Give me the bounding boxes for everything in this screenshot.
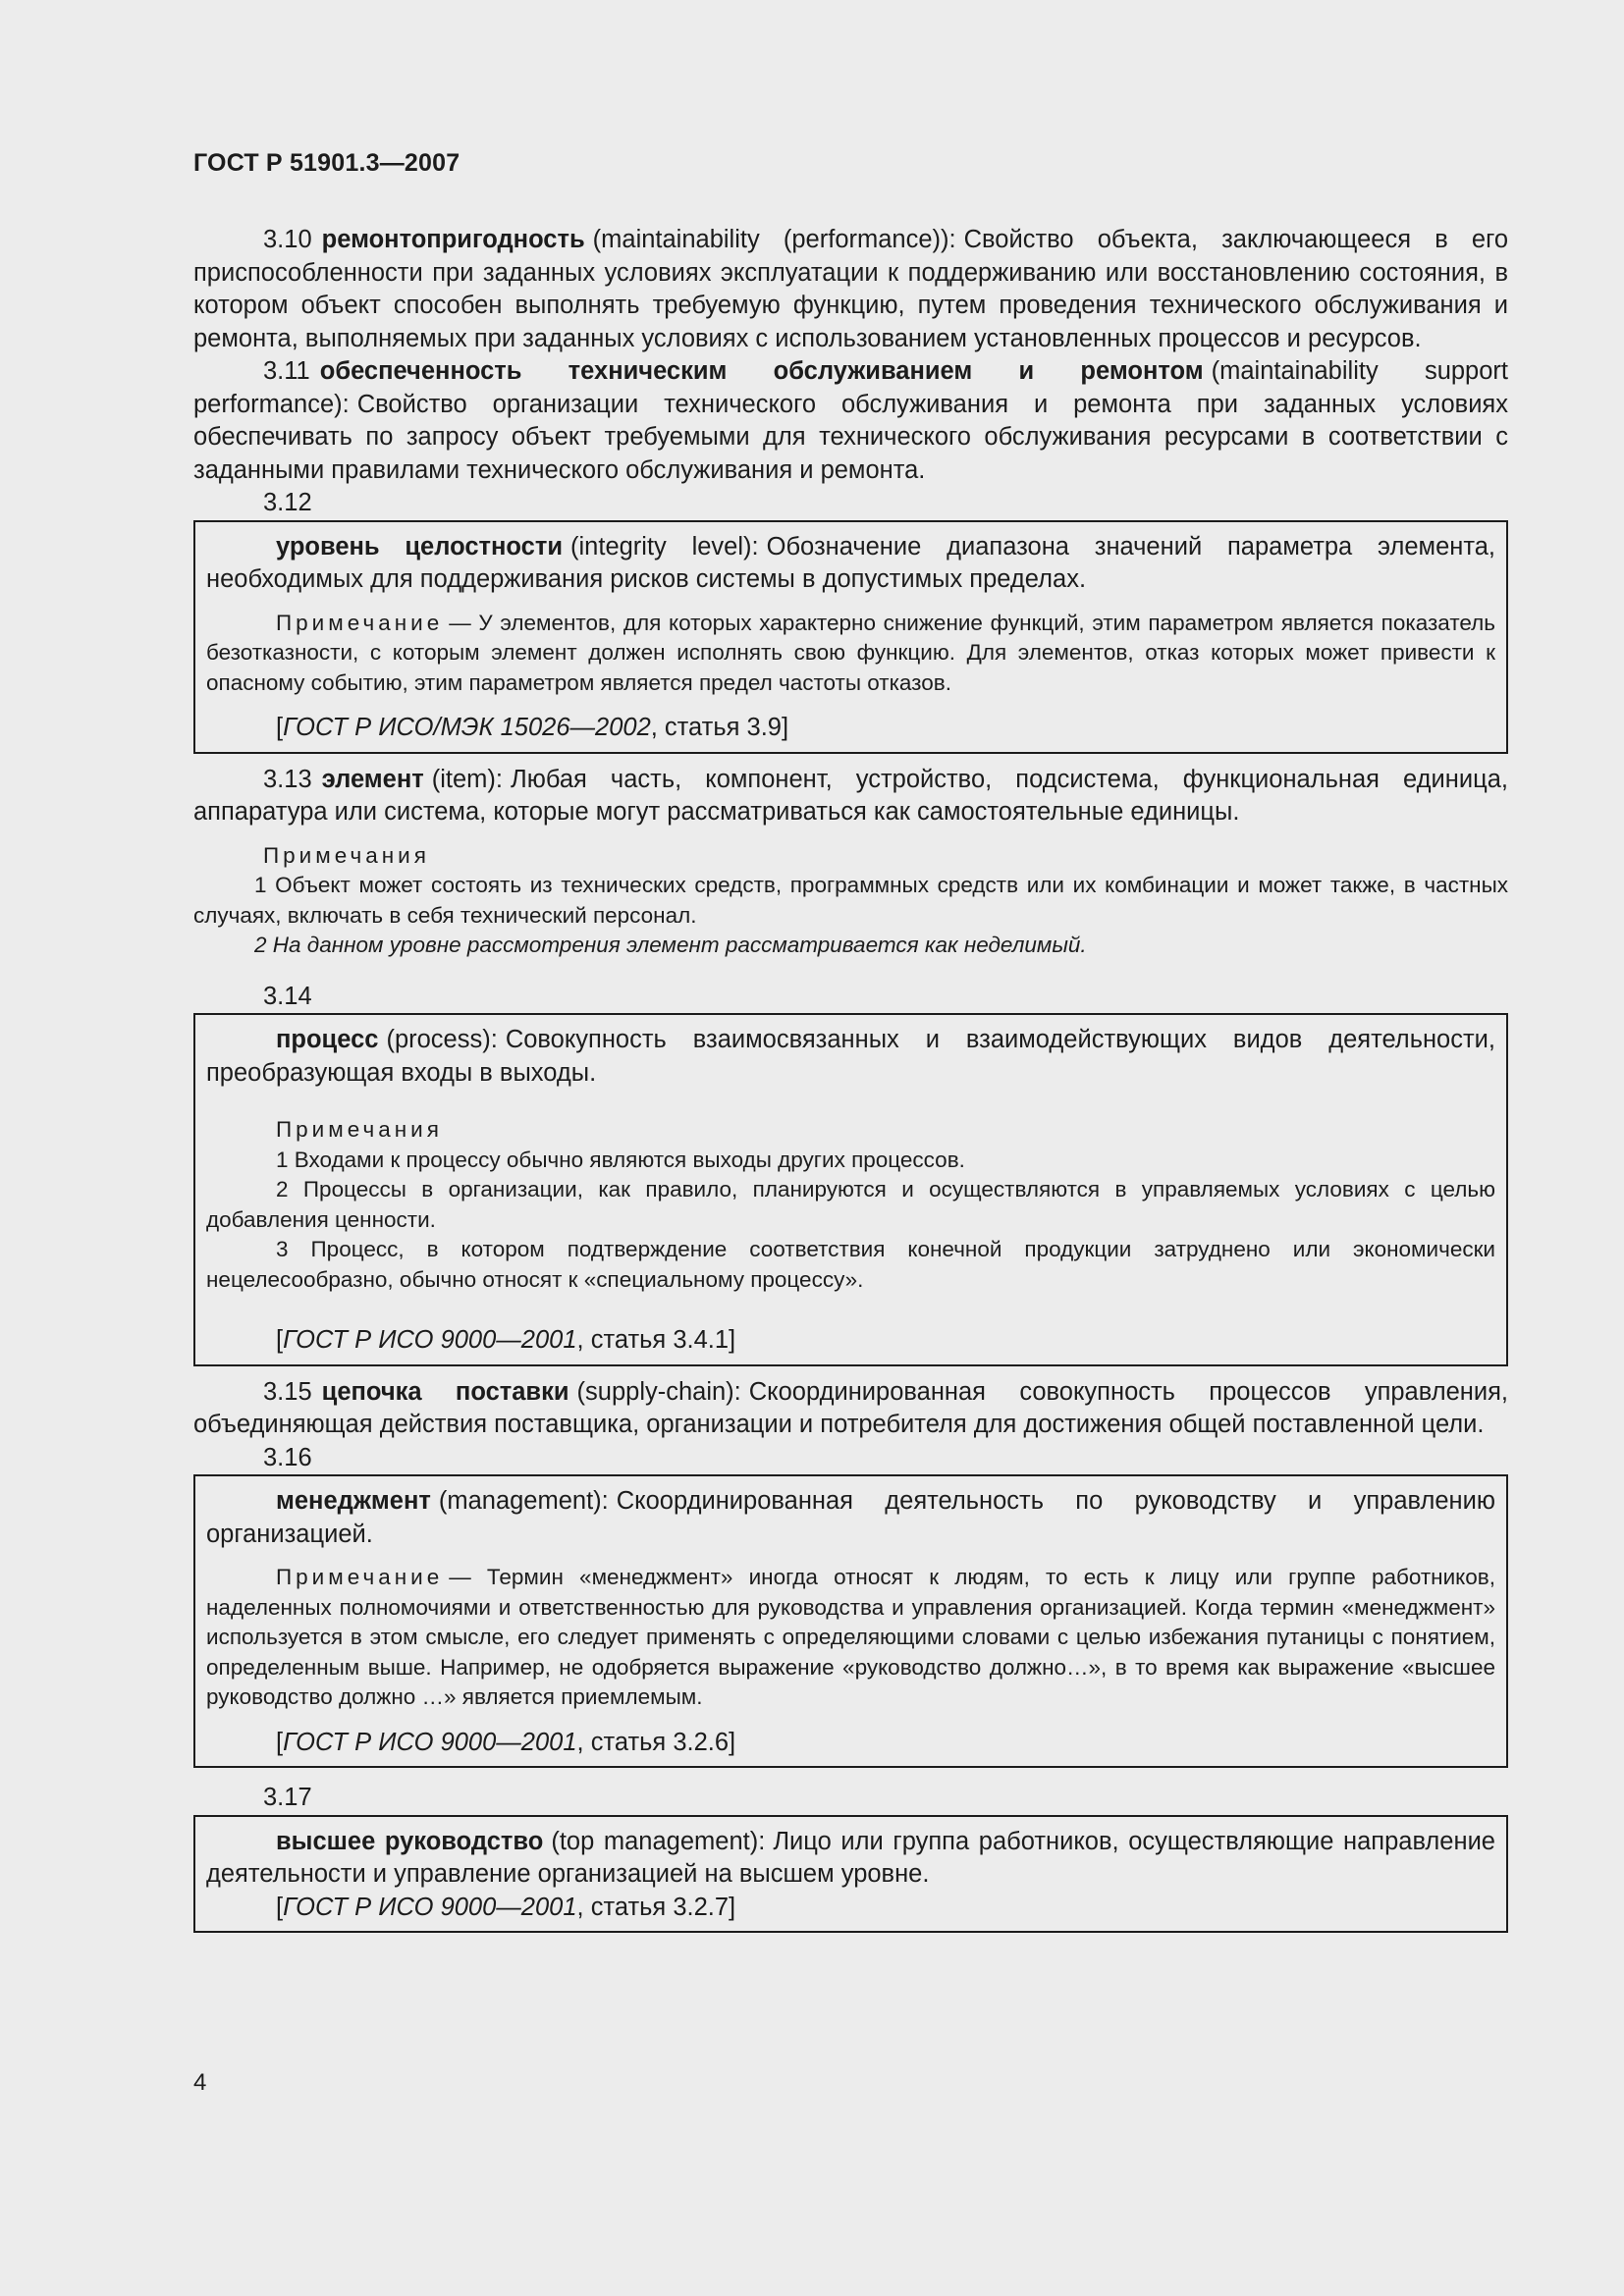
term-3-16 (206, 1485, 1495, 1551)
page-content (193, 224, 1508, 1933)
term-english: (process): (386, 1026, 498, 1053)
term-box-3-16 (193, 1474, 1508, 1768)
note-3-16 (206, 1563, 1495, 1713)
term-3-14 (206, 1024, 1495, 1090)
source-document: ГОСТ Р ИСО/МЭК 15026—2002 (283, 714, 651, 741)
term-english: (supply-chain): (576, 1377, 741, 1406)
term-definition: Скоординированная деятельность по руководству и управлению организацией. (206, 1487, 1495, 1548)
note-3-14-3: 3 Процесс, в котором подтверждение соответствия конечной продукции затруднено или экономически нецелесообразно, обычно относят к «специальному процессу». (206, 1237, 1495, 1292)
source-3-16: [ГОСТ Р ИСО 9000—2001, статья 3.2.6] (276, 1728, 736, 1756)
clause-number: 3.10 (263, 226, 312, 253)
source-article: , статья 3.4.1] (576, 1326, 736, 1354)
term-english: (item): (431, 765, 503, 793)
term-3-11 (193, 355, 1508, 487)
term-title: высшее руководство (276, 1827, 544, 1855)
term-definition: Скоординированная совокупность процессов управления, объединяющая действия поставщика, организации и потребителя для достижения общей поставленной цели. (193, 1377, 1508, 1438)
notes-label-3-13: Примечания (263, 842, 430, 868)
note-3-13-1: 1 Объект может состоять из технических средств, программных средств или их комбинации и может также, в частных случаях, включать в себя технический персонал. (193, 873, 1508, 928)
term-box-3-14 (193, 1013, 1508, 1366)
term-english: (management): (438, 1487, 609, 1515)
clause-number-3-17: 3.17 (263, 1784, 312, 1811)
note-3-14-2: 2 Процессы в организации, как правило, планируются и осуществляются в управляемых условиях с целью добавления ценности. (206, 1177, 1495, 1232)
clause-number-3-16: 3.16 (263, 1443, 312, 1471)
term-title: процесс (276, 1026, 379, 1053)
term-english: (integrity level): (570, 532, 759, 561)
term-definition: Любая часть, компонент, устройство, подсистема, функциональная единица, аппаратура или система, которые могут рассматриваться как самостоятельные единицы. (193, 765, 1508, 826)
term-title: ремонтопригодность (321, 226, 585, 253)
clause-number: 3.15 (263, 1377, 312, 1406)
term-definition: Обозначение диапазона значений параметра элемента, необходимых для поддерживания рисков системы в допустимых пределах. (206, 532, 1495, 593)
source-article: , статья 3.2.6] (576, 1728, 736, 1756)
term-title: обеспеченность техническим обслуживанием и ремонтом (319, 357, 1204, 385)
note-3-14-1: 1 Входами к процессу обычно являются выходы других процессов. (276, 1147, 965, 1172)
notes-label-3-14: Примечания (276, 1117, 443, 1142)
term-box-3-12 (193, 520, 1508, 754)
note-3-13-2: 2 На данном уровне рассмотрения элемент рассматривается как неделимый. (254, 933, 1087, 957)
source-3-17: [ГОСТ Р ИСО 9000—2001, статья 3.2.7] (276, 1893, 736, 1921)
note-label: Примечание (276, 610, 444, 635)
source-document: ГОСТ Р ИСО 9000—2001 (283, 1728, 577, 1756)
note-text: — Термин «менеджмент» иногда относят к людям, то есть к лицу или группе работников, наделенных полномочиями и ответственностью для руководства и управления организацией. Когда термин «менеджмент» используется в этом смысле, его следует применять с определяющими словами с целью избежания путаницы с понятием, определенным выше. Например, не одобряется выражение «руководство должно…», в то время как выражение «высшее руководство должно …» является приемлемым. (206, 1565, 1495, 1709)
term-3-12 (206, 531, 1495, 597)
term-definition: Лицо или группа работников, осуществляющие направление деятельности и управление организацией на высшем уровне. (206, 1827, 1495, 1888)
source-article: , статья 3.2.7] (576, 1893, 736, 1921)
clause-number-3-12: 3.12 (263, 489, 312, 516)
note-label: Примечание (276, 1565, 444, 1589)
term-box-3-17 (193, 1815, 1508, 1934)
clause-number: 3.13 (263, 765, 312, 793)
term-definition: Свойство объекта, заключающееся в его приспособленности при заданных условиях эксплуатации к поддерживанию или восстановлению состояния, в котором объект способен выполнять требуемую функцию, путем проведения технического обслуживания и ремонта, выполняемых при заданных условиях с использованием установленных процессов и ресурсов. (193, 226, 1509, 352)
source-document: ГОСТ Р ИСО 9000—2001 (283, 1893, 577, 1921)
term-3-10 (193, 224, 1508, 355)
source-article: , статья 3.9] (650, 714, 789, 741)
source-3-12: [ГОСТ Р ИСО/МЭК 15026—2002, статья 3.9] (276, 714, 789, 741)
term-english: (top management): (551, 1827, 766, 1855)
term-3-13 (193, 764, 1508, 829)
page-number: 4 (193, 2069, 207, 2096)
term-title: уровень целостности (276, 532, 564, 561)
term-title: элемент (321, 765, 424, 793)
note-3-12 (206, 609, 1495, 699)
term-definition: Свойство организации технического обслуживания и ремонта при заданных условиях обеспечивать по запросу объект требуемыми для технического обслуживания ресурсами в соответствии с заданными правилами технического обслуживания и ремонта. (193, 390, 1508, 484)
source-document: ГОСТ Р ИСО 9000—2001 (283, 1326, 577, 1354)
term-english: (maintainability support performance): (193, 357, 1508, 418)
source-3-14: [ГОСТ Р ИСО 9000—2001, статья 3.4.1] (276, 1326, 736, 1354)
term-english: (maintainability (performance)): (592, 226, 956, 253)
term-definition: Совокупность взаимосвязанных и взаимодействующих видов деятельности, преобразующая входы в выходы. (206, 1026, 1495, 1087)
note-text: — У элементов, для которых характерно снижение функций, этим параметром является показатель безотказности, с которым элемент должен исполнять свою функцию. Для элементов, отказ которых может привести к опасному событию, этим параметром является предел частоты отказов. (206, 610, 1495, 695)
document-header: ГОСТ Р 51901.3—2007 (193, 149, 460, 177)
term-title: цепочка поставки (321, 1377, 569, 1406)
term-3-17 (206, 1826, 1495, 1892)
term-3-15 (193, 1376, 1508, 1442)
clause-number: 3.11 (263, 357, 310, 385)
clause-number-3-14: 3.14 (263, 982, 312, 1010)
term-title: менеджмент (276, 1487, 431, 1515)
